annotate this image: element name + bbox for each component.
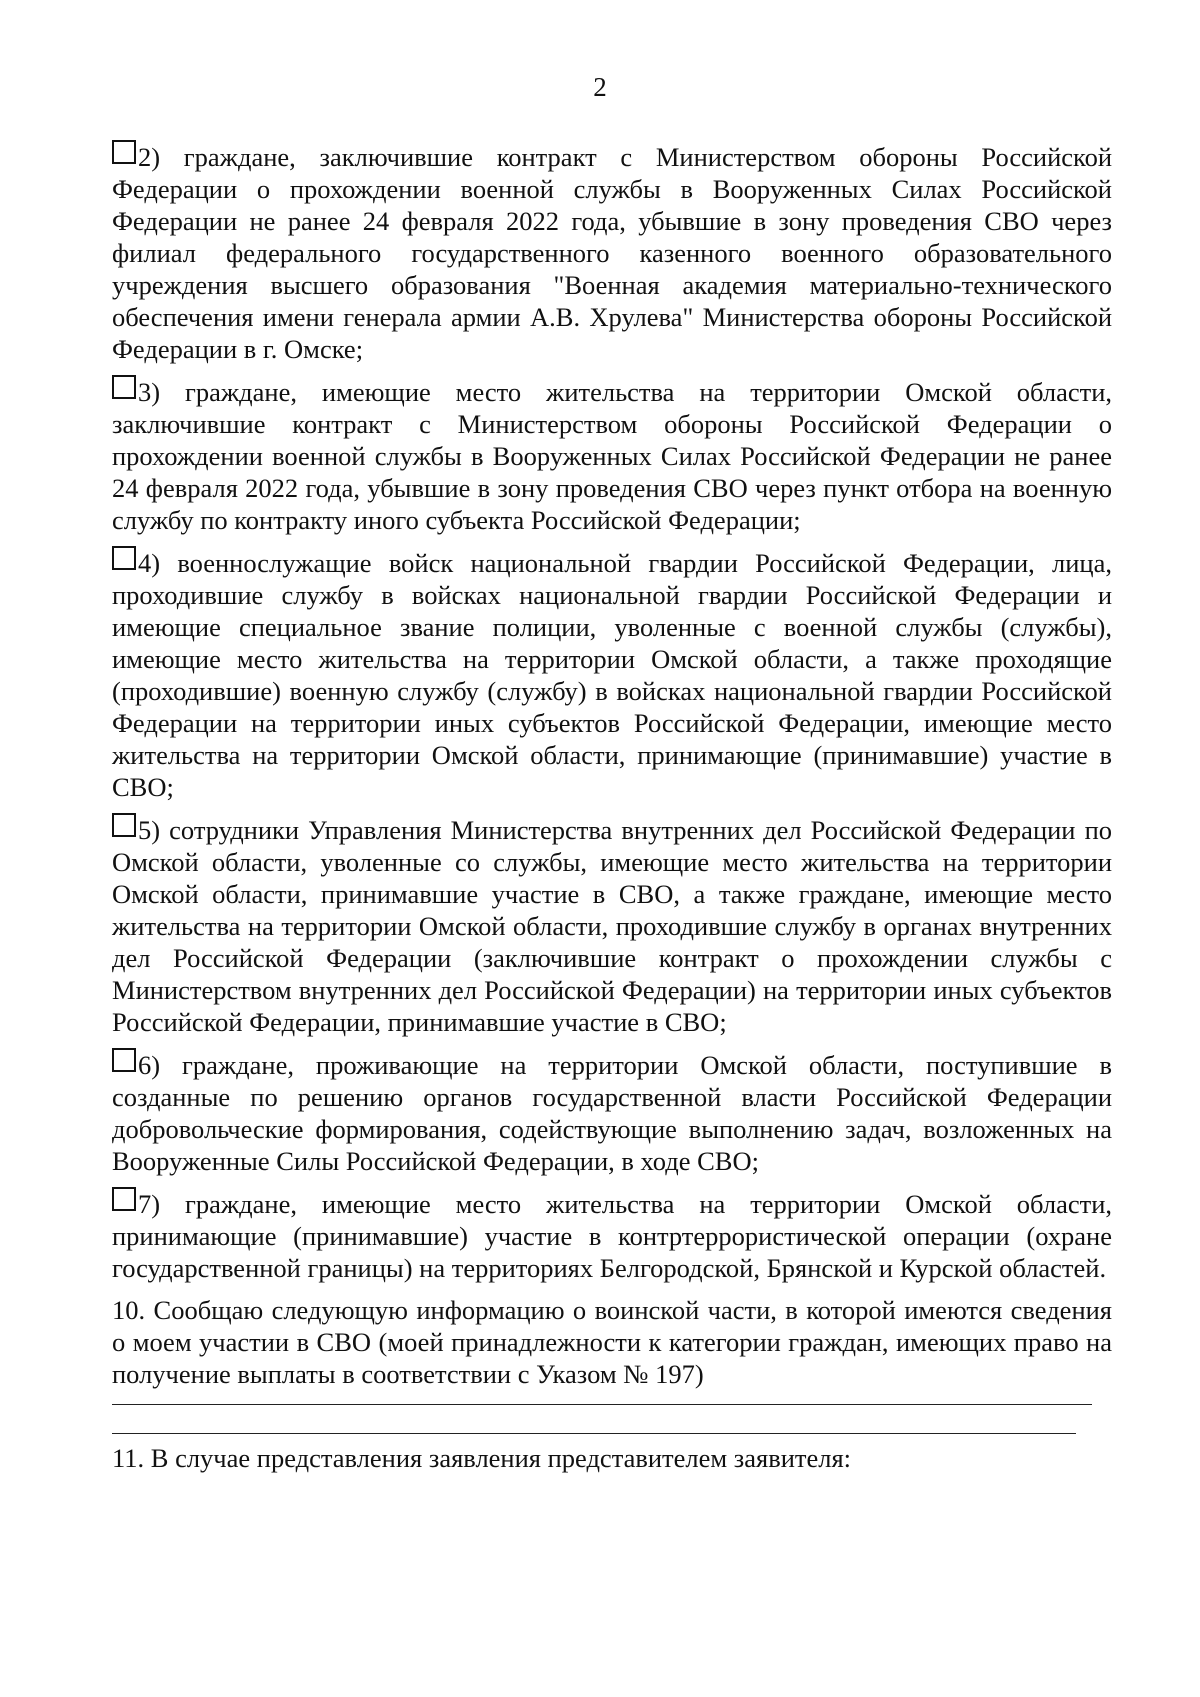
category-text-4: 4) военнослужащие войск национальной гвардии Российской Федерации, лица, проходившие службу в войсках национальной гвардии Российской Федерации и имеющие специальное звание полиции, уволенные с военной службы (службы), имеющие место жительства на территории Омской области, а также проходящие (проходившие) военную службу (службу) в войсках национальной гвардии Российской Федерации на территории иных субъектов Российской Федерации, имеющие место жительства на территории Омской области, принимающие (принимавшие) участие в СВО;	[112, 548, 1112, 802]
category-text-5: 5) сотрудники Управления Министерства внутренних дел Российской Федерации по Омской области, уволенные со службы, имеющие место жительства на территории Омской области, принимавшие участие в СВО, а также граждане, имеющие место жительства на территории Омской области, проходившие службу в органах внутренних дел Российской Федерации (заключившие контракт о прохождении службы с Министерством внутренних дел Российской Федерации) на территории иных субъектов Российской Федерации, принимавшие участие в СВО;	[112, 815, 1112, 1037]
checkbox-item-7[interactable]	[112, 1187, 136, 1211]
checkbox-item-3[interactable]	[112, 375, 136, 399]
category-item-2	[112, 140, 1112, 365]
document-body	[112, 140, 1112, 1484]
checkbox-item-6[interactable]	[112, 1048, 136, 1072]
category-item-4	[112, 546, 1112, 803]
category-item-7	[112, 1187, 1112, 1284]
category-text-3: 3) граждане, имеющие место жительства на территории Омской области, заключившие контракт с Министерством обороны Российской Федерации о прохождении военной службы в Вооруженных Силах Российской Федерации не ранее 24 февраля 2022 года, убывшие в зону проведения СВО через пункт отбора на военную службу по контракту иного субъекта Российской Федерации;	[112, 377, 1112, 535]
category-text-6: 6) граждане, проживающие на территории Омской области, поступившие в созданные по решению органов государственной власти Российской Федерации добровольческие формирования, содействующие выполнению задач, возложенных на Вооруженные Силы Российской Федерации, в ходе СВО;	[112, 1050, 1112, 1176]
category-text-7: 7) граждане, имеющие место жительства на территории Омской области, принимающие (принимавшие) участие в контртеррористической операции (охране государственной границы) на территориях Белгородской, Брянской и Курской областей.	[112, 1189, 1112, 1283]
category-text-2: 2) граждане, заключившие контракт с Министерством обороны Российской Федерации о прохождении военной службы в Вооруженных Силах Российской Федерации не ранее 24 февраля 2022 года, убывшие в зону проведения СВО через филиал федерального государственного казенного военного образовательного учреждения высшего образования "Военная академия материально-технического обеспечения имени генерала армии А.В. Хрулева" Министерства обороны Российской Федерации в г. Омске;	[112, 142, 1112, 364]
section-11-text: 11. В случае представления заявления представителем заявителя:	[112, 1443, 852, 1473]
category-item-3	[112, 375, 1112, 536]
category-item-6	[112, 1048, 1112, 1177]
checkbox-item-4[interactable]	[112, 546, 136, 570]
page-number: 2	[593, 72, 607, 102]
military-unit-fill-line-1[interactable]	[112, 1404, 1092, 1405]
checkbox-item-5[interactable]	[112, 813, 136, 837]
military-unit-fill-line-2[interactable]	[112, 1433, 1076, 1434]
checkbox-item-2[interactable]	[112, 140, 136, 164]
category-item-5	[112, 813, 1112, 1038]
section-10-text: 10. Сообщаю следующую информацию о воинской части, в которой имеются сведения о моем участии в СВО (моей принадлежности к категории граждан, имеющих право на получение выплаты в соответствии с Указом № 197)	[112, 1295, 1112, 1389]
